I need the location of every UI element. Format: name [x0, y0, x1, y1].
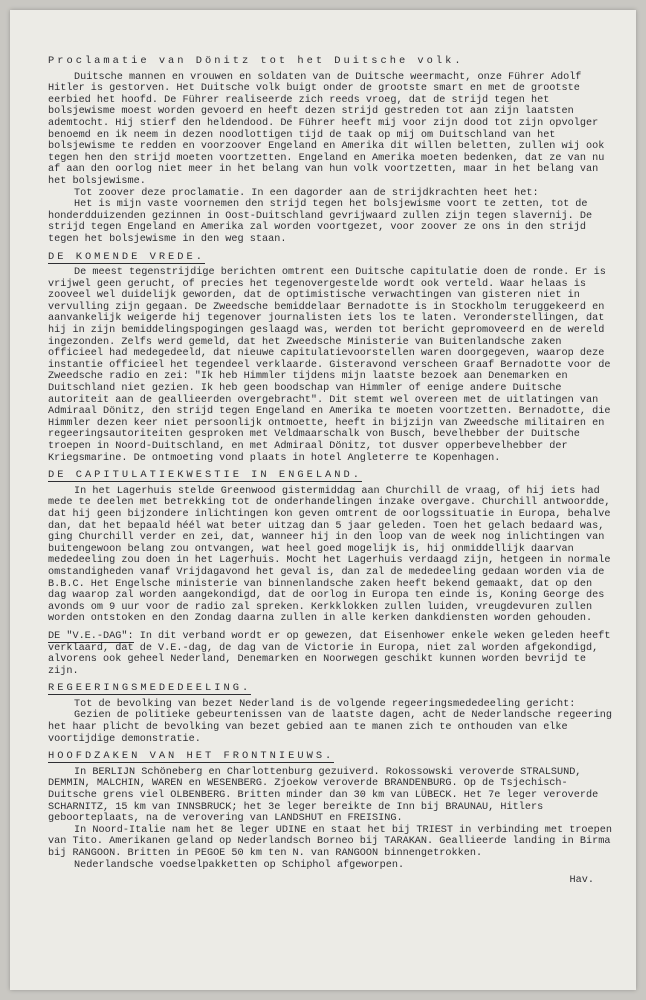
proclamation-body: Duitsche mannen en vrouwen en soldaten van de Duitsche weermacht, onze Führer Adolf Hitler is gestorven. Het Duitsche volk buigt onder de grootste smart en met de grootste eerbied het hoofd. De Führer realiseerde zich reeds vroeg, dat de strijd tegen het bolsjewisme moest worden gevoerd en heeft dezen strijd gestreden tot aan zijn laatsten ademtocht. Hij stierf den heldendood. De Führer heeft mij voor zijn dood tot zijn opvolger benoemd en ik neem in dezen noodlottigen tijd de taak op mij om Duitschland van het bolsjewisme te redden en voorzoover Engeland en Amerika dit willen beletten, zullen wij ook tegen hen den strijd moeten voortzetten. Engeland en Amerika moeten bedenken, dat ze van nu af aan den oorlog niet meer in het belang van hun volk voortzetten, maar in het belang van het bolsjewisme.	[48, 71, 605, 187]
front-news-heading	[48, 751, 614, 763]
signature: Hav.	[569, 875, 594, 887]
ve-day-body: In dit verband wordt er op gewezen, dat Eisenhower enkele weken geleden heeft verklaard, dat de V.E.-dag, de dag van de Victorie in Europa, niet zal worden afgekondigd, alvorens ook geheel Nederland, Denemarken en Noorwegen geschikt kunnen worden bevrijd te zijn.	[48, 630, 611, 677]
coming-peace-heading	[48, 252, 614, 264]
proclamation-closing: Tot zoover deze proclamatie. In een dagorder aan de strijdkrachten heet het:	[74, 187, 539, 199]
coming-peace-body: De meest tegenstrijdige berichten omtrent een Duitsche capitulatie doen de ronde. Er is vrijwel geen gerucht, of precies het tegenovergestelde wordt ook verteld. Waar helaas is zooveel wel duidelijk geworden, dat de optimistische verwachtingen van gisteren niet in vervulling zijn gegaan. De Zweedsche bemiddelaar Bernadotte is in Stockholm teruggekeerd en aanvankelijk weigerde hij tegenover journalisten iets los te laten. Veronderstellingen, dat hij in zijn bemiddelingspogingen geslaagd was, werden tot bericht gepromoveerd en de wereld ingezonden. Zelfs werd gemeld, dat het Zweedsche Ministerie van Buitenlandsche zaken officieel had medegedeeld, dat nieuwe capitulatievoorstellen waren doorgegeven, waarop deze instantie officieel het tegendeel verklaarde. Gisteravond verscheen Graaf Bernadotte voor de Zweedsche radio en zei: "Ik heb Himmler tijdens mijn laatste bezoek aan Denemarken en Duitschland niet gezien. Ik heb geen boodschap van Himmler of eenige andere Duitsche autoriteit aan de geallieerden overgebracht". Dit stemt wel overeen met de uitlatingen van Admiraal Dönitz, den strijd tegen Engeland en Amerika te moeten voortzetten. Bernadotte, die Himmler dezen keer niet persoonlijk ontmoette, heeft in bijzijn van Zweedsche militairen en regeeringsautoriteiten gesproken met Veldmaarschalk von Busch, bevelhebber der Duitsche troepen in Noord-Duitschland, en met Admiraal Dönitz, tot dusver opperbevelhebber der Kriegsmarine. De ontmoeting vond plaats in hotel Angleterre te Kopenhagen.	[48, 267, 611, 464]
proclamation-heading: Proclamatie van Dönitz tot het Duitsche volk.	[48, 55, 464, 67]
daily-order-text: Het is mijn vaste voornemen den strijd tegen het bolsjewisme voort te zetten, tot de honderdduizenden gezinnen in Oost-Duitschland gevrijwaard zullen zijn tegen slavernij. De strijd tegen Engeland en Amerika zal worden voortgezet, voor zoover ze ons in den strijd tegen het bolsjewisme in den weg staan.	[48, 199, 593, 245]
government-notice-heading	[48, 683, 614, 695]
government-notice-body: Gezien de politieke gebeurtenissen van de laatste dagen, acht de Nederlandsche regeering het haar plicht de bevolking van bezet gebied aan te manen zich te onthouden van elke voortijdige demonstratie.	[48, 710, 612, 745]
front-news-paragraph-2: In Noord-Italie nam het 8e leger UDINE en staat het bij TRIEST in verbinding met troepen van Tito. Amerikanen geland op Nederlandsch Borneo bij TARAKAN. Geallieerde landing in Birma bij RANGOON. Britten in PEGOE 50 km ten N. van RANGOON binnengetrokken.	[48, 824, 612, 859]
capitulation-body: In het Lagerhuis stelde Greenwood gistermiddag aan Churchill de vraag, of hij iets had mede te deelen met betrekking tot de onderhandelingen inzake overgave. Churchill antwoordde, dat hij geen bijzondere inlichtingen kon geven omtrent de oorlogssituatie in Europa, behalve dan, dat het bepaald héél wat beter uitzag dan 5 jaar geleden. Toen het gelach bedaard was, ging Churchill verder en zei, dat, wanneer hij in den loop van de week nog inlichtingen van buitengewoon belang zou ontvangen, wat heel goed mogelijk is, hij onmiddellijk daarvan mededeeling zou doen in het Lagerhuis. Mocht het Lagerhuis verdaagd zijn, hetgeen in normale omstandigheden vanaf Vrijdagavond het geval is, dan zal de mededeeling gedaan worden via de B.B.C. Het Engelsche ministerie van binnenlandsche zaken heeft bekend gemaakt, dat op den dag waarop zal worden aangekondigd, dat de oorlog in Europa ten einde is, Koning George des avonds om 9 uur voor de radio zal spreken. Kerkklokken zullen luiden, vreugdevuren zullen worden ontstoken en den Zondag daarna zullen in alle kerken dankdiensten worden gehouden.	[48, 485, 611, 625]
ve-day-paragraph	[48, 631, 614, 677]
government-notice-heading-text: REGEERINGSMEDEDEELING.	[48, 682, 252, 695]
ve-day-label: DE "V.E.-DAG":	[48, 630, 134, 642]
front-news-paragraph-3: Nederlandsche voedselpakketten op Schiphol afgeworpen.	[74, 859, 405, 871]
document-content	[48, 50, 614, 887]
front-news-paragraph-1: In BERLIJN Schöneberg en Charlottenburg gezuiverd. Rokossowski veroverde STRALSUND, DEMMIN, MALCHIN, WAREN en WESENBERG. Zjoekow veroverde BRANDENBURG. Op de Tsjechisch-Duitsche grens viel OLBENBERG. Britten minder dan 30 km van LÜBECK. Het 7e leger veroverde SCHARNITZ, 15 km van INNSBRUCK; het 3e leger bereikte de Inn bij BRAUNAU, Hitlers geboorteplaats, na de verovering van LANDSHUT en FREISING.	[48, 766, 599, 825]
document-page	[10, 10, 636, 990]
capitulation-heading-text: DE CAPITULATIEKWESTIE IN ENGELAND.	[48, 469, 363, 482]
government-notice-intro: Tot de bevolking van bezet Nederland is de volgende regeeringsmededeeling gericht:	[74, 698, 576, 710]
front-news-heading-text: HOOFDZAKEN VAN HET FRONTNIEUWS.	[48, 750, 335, 763]
capitulation-heading	[48, 470, 614, 482]
coming-peace-heading-text: DE KOMENDE VREDE.	[48, 250, 206, 263]
